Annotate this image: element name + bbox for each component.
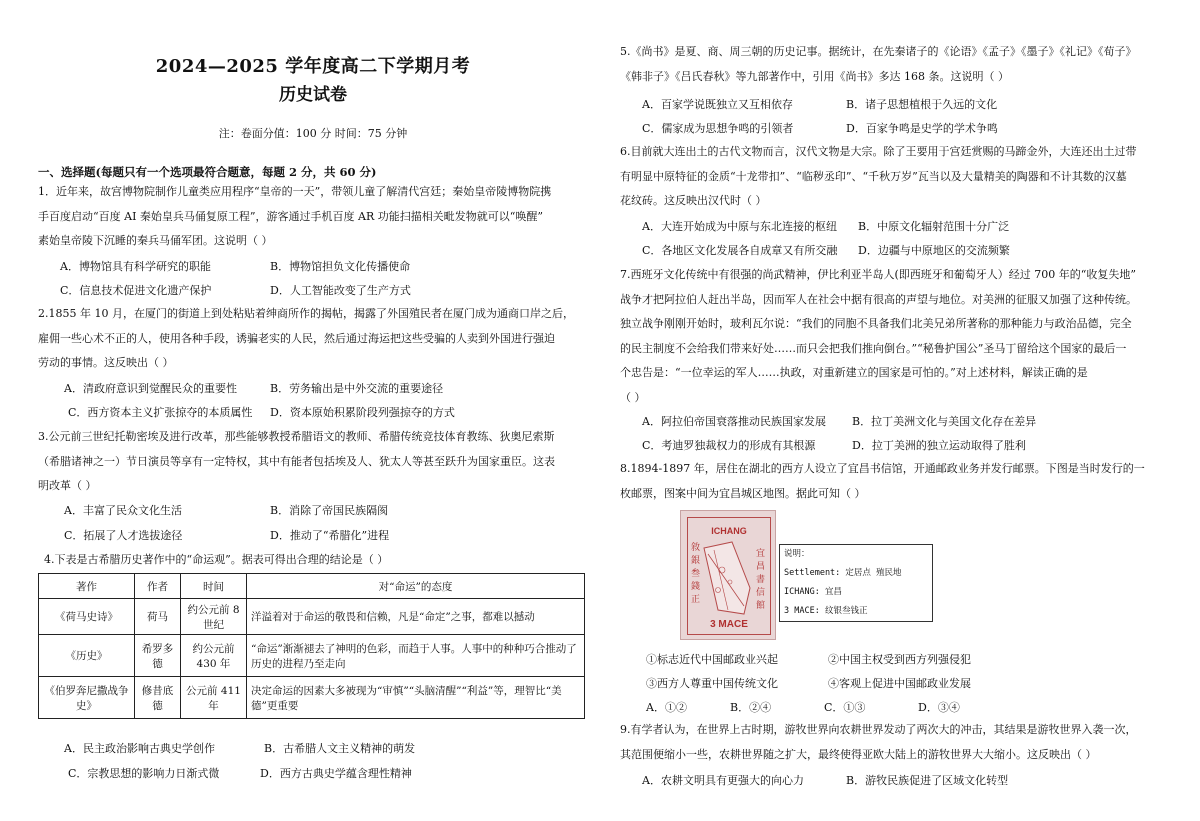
- question-5: [620, 40, 1165, 89]
- question-line: 花纹砖。这反映出汉代时（ ）: [620, 194, 767, 207]
- question-line: 劳动的事情。这反映出（ ）: [38, 356, 174, 369]
- question-line: 有明显中原特征的金质“十龙带扣”、“临秽丞印”、“千秋万岁”瓦当以及大量精美的陶器和不计其数的汉墓: [620, 169, 1127, 183]
- statement-4: ④客观上促进中国邮政业发展: [828, 677, 971, 690]
- option-c: C．各地区文化发展各自成章又有所交融: [642, 244, 838, 257]
- question-line: 7.西班牙文化传统中有很强的尚武精神，伊比利亚半岛人(即西班牙和葡萄牙人）经过 700 年的“收复失地”: [620, 268, 1137, 281]
- table-header-row: [39, 574, 585, 599]
- question-line: （希腊诸神之一）节日演员等享有一定特权，其中有能者包括埃及人、犹太人等甚至跃升为国家重臣。这表: [38, 454, 555, 468]
- option-b: B．古希腊人文主义精神的萌发: [264, 742, 416, 755]
- question-line: 6.目前就大连出土的古代文物而言，汉代文物是大宗。除了王要用于宫廷赏赐的马蹄金外，大连还出土过带: [620, 145, 1137, 158]
- option-b: B．劳务输出是中外交流的重要途径: [270, 382, 444, 395]
- question-line: 2.1855 年 10 月，在厦门的街道上到处粘贴着绅商所作的揭帖，揭露了外国殖民者在厦门成为通商口岸之后，: [38, 307, 574, 320]
- stamp-right-text: 宜昌書信館: [756, 549, 766, 611]
- question-8: [620, 457, 1165, 506]
- option-a: A．清政府意识到觉醒民众的重要性: [64, 382, 237, 395]
- section-heading: 一、选择题(每题只有一个选项最符合题意，每题 2 分，共 60 分): [38, 165, 377, 179]
- option-d: D．③④: [918, 701, 960, 714]
- question-2: [38, 302, 588, 376]
- question-1: [38, 180, 588, 254]
- legend-line: ICHANG: 宜昌: [784, 587, 842, 597]
- question-line: 8.1894-1897 年，居住在湖北的西方人设立了宜昌书信馆，开通邮政业务并发行邮票。下图是当时发行的一: [620, 462, 1145, 475]
- stamp-frame: [687, 517, 771, 635]
- table-row: [39, 599, 585, 635]
- stamp-left-text: 敘銀叁錢正: [691, 543, 701, 605]
- column-header: 作者: [135, 574, 181, 599]
- exam-note: 注：卷面分值：100 分 时间：75 分钟: [218, 127, 408, 140]
- question-line: 战争才把阿拉伯人赶出半岛，因而军人在社会中据有很高的声望与地位。对美洲的征服又加强了这种传统。: [620, 292, 1137, 306]
- question-6: [620, 140, 1165, 214]
- ichang-stamp-image: [680, 510, 776, 640]
- table-cell: 《荷马史诗》: [39, 599, 135, 635]
- question-line: 枚邮票，图案中间为宜昌城区地图。据此可知（ ）: [620, 486, 866, 500]
- option-a: A．丰富了民众文化生活: [64, 504, 182, 517]
- option-a: A．①②: [646, 701, 687, 714]
- question-line: 素始皇帝陵下沉睡的秦兵马俑军团。这说明（ ）: [38, 234, 273, 247]
- option-d: D．百家争鸣是史学的学术争鸣: [846, 122, 998, 135]
- table-cell: 《历史》: [39, 635, 135, 677]
- question-line: 5.《尚书》是夏、商、周三朝的历史记事。据统计，在先秦诸子的《论语》《孟子》《墨子》《礼记》《荀子》: [620, 45, 1137, 58]
- table-cell: 洋溢着对于命运的敬畏和信赖，凡是“命定”之事，都难以撼动: [247, 599, 585, 635]
- question-line: 9.有学者认为，在世界上古时期，游牧世界向农耕世界发动了两次大的冲击，其结果是游牧世界入袭一次，: [620, 723, 1137, 736]
- question-line: 3.公元前三世纪托勒密埃及进行改革，那些能够教授希腊语文的教师、希腊传统竞技体育教练、狄奥尼索斯: [38, 430, 555, 443]
- option-a: A．阿拉伯帝国衰落推动民族国家发展: [642, 415, 826, 428]
- option-c: C．儒家成为思想争鸣的引领者: [642, 122, 794, 135]
- table-cell: “命运”渐渐褪去了神明的色彩，而趋于人事。人事中的种种巧合推动了历史的进程乃至走向: [247, 635, 585, 677]
- question-3: [38, 425, 588, 499]
- question-line: 《韩非子》《吕氏春秋》等九部著作中，引用《尚书》多达 168 条。这说明（ ）: [620, 69, 1009, 83]
- option-a: A．博物馆具有科学研究的职能: [60, 260, 211, 273]
- option-b: B．博物馆担负文化传播使命: [270, 260, 411, 273]
- question-9: [620, 718, 1165, 767]
- option-a: A．民主政治影响古典史学创作: [64, 742, 215, 755]
- table-cell: 约公元前 430 年: [181, 635, 247, 677]
- question-line: 个忠告是：“一位幸运的军人……执政，对重新建立的国家是可怕的。”对上述材料，解读正确的是: [620, 366, 1088, 379]
- option-c: C．信息技术促进文化遗产保护: [60, 284, 212, 297]
- option-c: C．考迪罗独裁权力的形成有其根源: [642, 439, 816, 452]
- legend-line: Settlement: 定居点 殖民地: [784, 568, 902, 578]
- option-b: B．拉丁美洲文化与美国文化存在差异: [852, 415, 1037, 428]
- option-c: C．①③: [824, 701, 866, 714]
- option-d: D．资本原始积累阶段列强掠夺的方式: [270, 406, 455, 419]
- column-header: 著作: [39, 574, 135, 599]
- question-4-stem: 4.下表是古希腊历史著作中的“命运观”。据表可得出合理的结论是（ ）: [44, 553, 389, 566]
- fate-view-table: [38, 573, 585, 719]
- exam-title: 2024—2025 学年度高二下学期月考: [155, 56, 471, 77]
- table-row: [39, 635, 585, 677]
- question-7: [620, 263, 1165, 410]
- city-map-icon: [688, 518, 770, 634]
- option-c: C．拓展了人才选拔途径: [64, 529, 183, 542]
- question-line: （ ）: [620, 390, 646, 404]
- statement-3: ③西方人尊重中国传统文化: [646, 677, 778, 690]
- option-b: B．诸子思想植根于久远的文化: [846, 98, 998, 111]
- option-b: B．游牧民族促进了区域文化转型: [846, 774, 1009, 787]
- table-cell: 荷马: [135, 599, 181, 635]
- option-b: B．②④: [730, 701, 772, 714]
- table-cell: 《伯罗奔尼撒战争史》: [39, 677, 135, 719]
- question-line: 其范围便缩小一些，农耕世界随之扩大，最终使得亚欧大陆上的游牧世界大大缩小。这反映出（ ）: [620, 747, 1097, 761]
- table-cell: 公元前 411 年: [181, 677, 247, 719]
- question-line: 雇佣一些心术不正的人，使用各种手段，诱骗老实的人民，然后通过海运把这些受骗的人卖到外国进行强迫: [38, 331, 555, 345]
- question-line: 手百度启动“百度 AI 秦始皇兵马俑复原工程”，游客通过手机百度 AR 功能扫描相关毗发物就可以“唤醒”: [38, 209, 543, 223]
- question-line: 1．近年来，故宫博物院制作儿童类应用程序“皇帝的一天”，带领儿童了解清代宫廷；秦始皇帝陵博物院携: [38, 185, 552, 198]
- option-b: B．消除了帝国民族隔阂: [270, 504, 389, 517]
- option-c: C．宗教思想的影响力日渐式微: [68, 767, 220, 780]
- table-cell: 决定命运的因素大多被现为“审慎”“头脑清醒”“利益”等，理智比“美德”更重要: [247, 677, 585, 719]
- table-row: [39, 677, 585, 719]
- table-cell: 希罗多德: [135, 635, 181, 677]
- option-a: A．大连开始成为中原与东北连接的枢纽: [642, 220, 837, 233]
- option-a: A．农耕文明具有更强大的向心力: [642, 774, 804, 787]
- option-d: D．西方古典史学蕴含理性精神: [260, 767, 412, 780]
- option-b: B．中原文化辐射范围十分广泛: [858, 220, 1010, 233]
- stamp-bottom-text: 3 MACE: [710, 619, 748, 630]
- table-cell: 约公元前 8 世纪: [181, 599, 247, 635]
- statement-2: ②中国主权受到西方列强侵犯: [828, 653, 971, 666]
- option-a: A．百家学说既独立又互相依存: [642, 98, 793, 111]
- option-d: D．人工智能改变了生产方式: [270, 284, 411, 297]
- legend-line: 说明：: [784, 549, 810, 559]
- table-cell: 修昔底德: [135, 677, 181, 719]
- option-c: C．西方资本主义扩张掠夺的本质属性: [68, 406, 253, 419]
- legend-line: 3 MACE: 纹银叁钱正: [784, 606, 868, 616]
- option-d: D．推动了“希腊化”进程: [270, 529, 390, 542]
- stamp-legend: [779, 544, 933, 622]
- question-line: 的民主制度不会给我们带来好处……而只会把我们推向倒台。”“秘鲁护国公”圣马丁留给这个国家的最后一: [620, 341, 1127, 355]
- column-header: 时间: [181, 574, 247, 599]
- option-d: D．边疆与中原地区的交流频繁: [858, 244, 1010, 257]
- option-d: D．拉丁美洲的独立运动取得了胜利: [852, 439, 1026, 452]
- question-line: 明改革（ ）: [38, 479, 97, 492]
- stamp-top-text: ICHANG: [711, 526, 747, 536]
- statement-1: ①标志近代中国邮政业兴起: [646, 653, 778, 666]
- column-header: 对“命运”的态度: [247, 574, 585, 599]
- exam-subject: 历史试卷: [279, 85, 347, 105]
- question-line: 独立战争刚刚开始时，玻利瓦尔说：“我们的同胞不具备我们北美兄弟所著称的那种能力与政治品德，完全: [620, 317, 1132, 330]
